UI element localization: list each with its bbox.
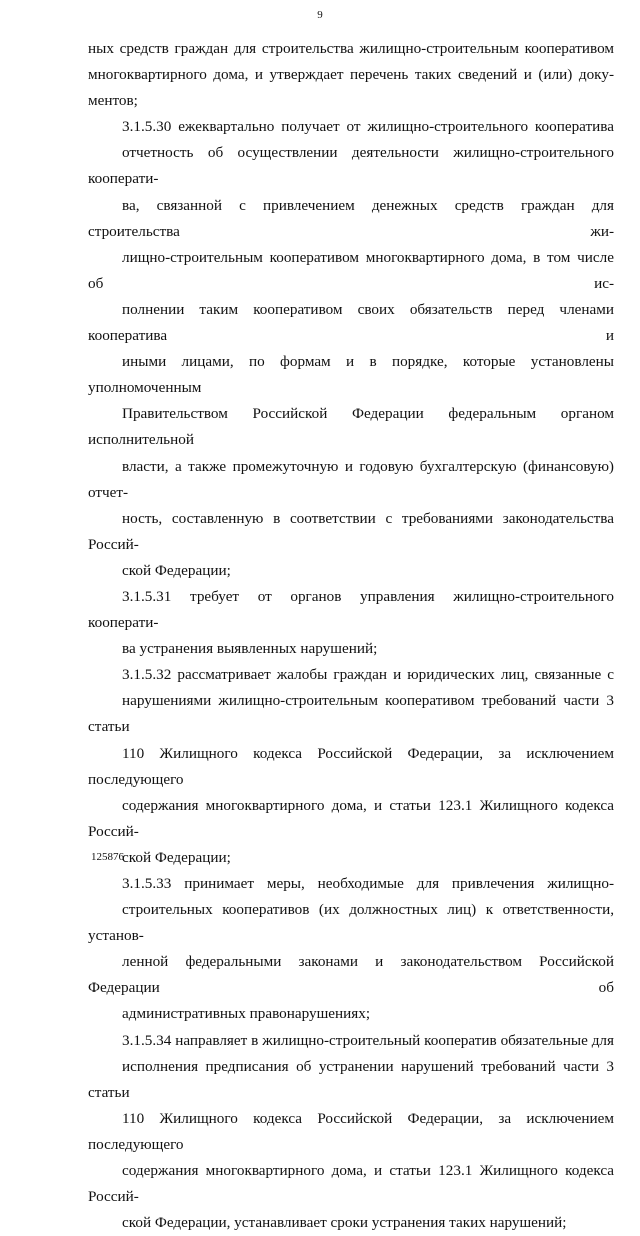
text-line: отчетность об осуществлении деятельности жилищно-строительного кооперати-: [88, 144, 614, 188]
text-line: содержания многоквартирного дома, и статьи 123.1 Жилищного кодекса Россий-: [88, 796, 614, 840]
text-line: многоквартирного дома, и утверждает перечень таких сведений и (или) доку-: [88, 66, 614, 84]
text-line: ва устранения выявленных нарушений;: [122, 640, 378, 658]
text-line: 3.1.5.30 ежеквартально получает от жилищно-строительного кооператива: [122, 118, 614, 136]
paragraph: [88, 662, 614, 871]
text-line: 3.1.5.32 рассматривает жалобы граждан и юридических лиц, связанные с: [122, 666, 614, 684]
text-line: ментов;: [88, 92, 138, 110]
text-line: нарушениями жилищно-строительным кооперативом требований части 3 статьи: [88, 692, 614, 736]
text-line: 3.1.5.33 принимает меры, необходимые для привлечения жилищно-: [122, 875, 614, 892]
document-code: 125876: [91, 851, 124, 863]
text-line: ленной федеральными законами и законодательством Российской Федерации об: [88, 953, 614, 997]
text-line: лищно-строительным кооперативом многоквартирного дома, в том числе об ис-: [88, 248, 614, 292]
text-line: исполнения предписания об устранении нарушений требований части 3 статьи: [88, 1057, 614, 1101]
text-line: полнении таким кооперативом своих обязательств перед членами кооператива и: [88, 300, 614, 345]
text-line: содержания многоквартирного дома, и статьи 123.1 Жилищного кодекса Россий-: [88, 1162, 614, 1206]
text-line: ность, составленную в соответствии с требованиями законодательства Россий-: [88, 509, 614, 553]
text-line: ва, связанной с привлечением денежных средств граждан для строительства жи-: [88, 196, 614, 240]
text-line: 110 Жилищного кодекса Российской Федерации, за исключением последующего: [88, 744, 614, 788]
text-line: строительных кооперативов (их должностных лиц) к ответственности, установ-: [88, 901, 614, 945]
paragraph: [88, 871, 614, 1028]
paragraph: [88, 1028, 614, 1236]
text-line: ской Федерации, устанавливает сроки устранения таких нарушений;: [122, 1214, 567, 1232]
document-body: [88, 36, 614, 1236]
text-line: Правительством Российской Федерации федеральным органом исполнительной: [88, 405, 614, 449]
paragraph: [88, 36, 614, 114]
text-line: власти, а также промежуточную и годовую бухгалтерскую (финансовую) отчет-: [88, 457, 614, 501]
paragraph: [88, 584, 614, 662]
paragraph: [88, 114, 614, 584]
text-line: ской Федерации;: [122, 561, 231, 579]
text-line: ных средств граждан для строительства жилищно-строительным кооперативом: [88, 40, 614, 57]
text-line: 3.1.5.31 требует от органов управления жилищно-строительного кооперати-: [88, 587, 614, 632]
page-number: 9: [317, 9, 323, 21]
text-line: 110 Жилищного кодекса Российской Федерации, за исключением последующего: [88, 1109, 614, 1153]
text-line: иными лицами, по формам и в порядке, которые установлены уполномоченным: [88, 353, 614, 397]
text-line: ской Федерации;: [122, 848, 231, 866]
text-line: административных правонарушениях;: [122, 1005, 371, 1023]
text-line: 3.1.5.34 направляет в жилищно-строительный кооператив обязательные для: [122, 1031, 614, 1049]
